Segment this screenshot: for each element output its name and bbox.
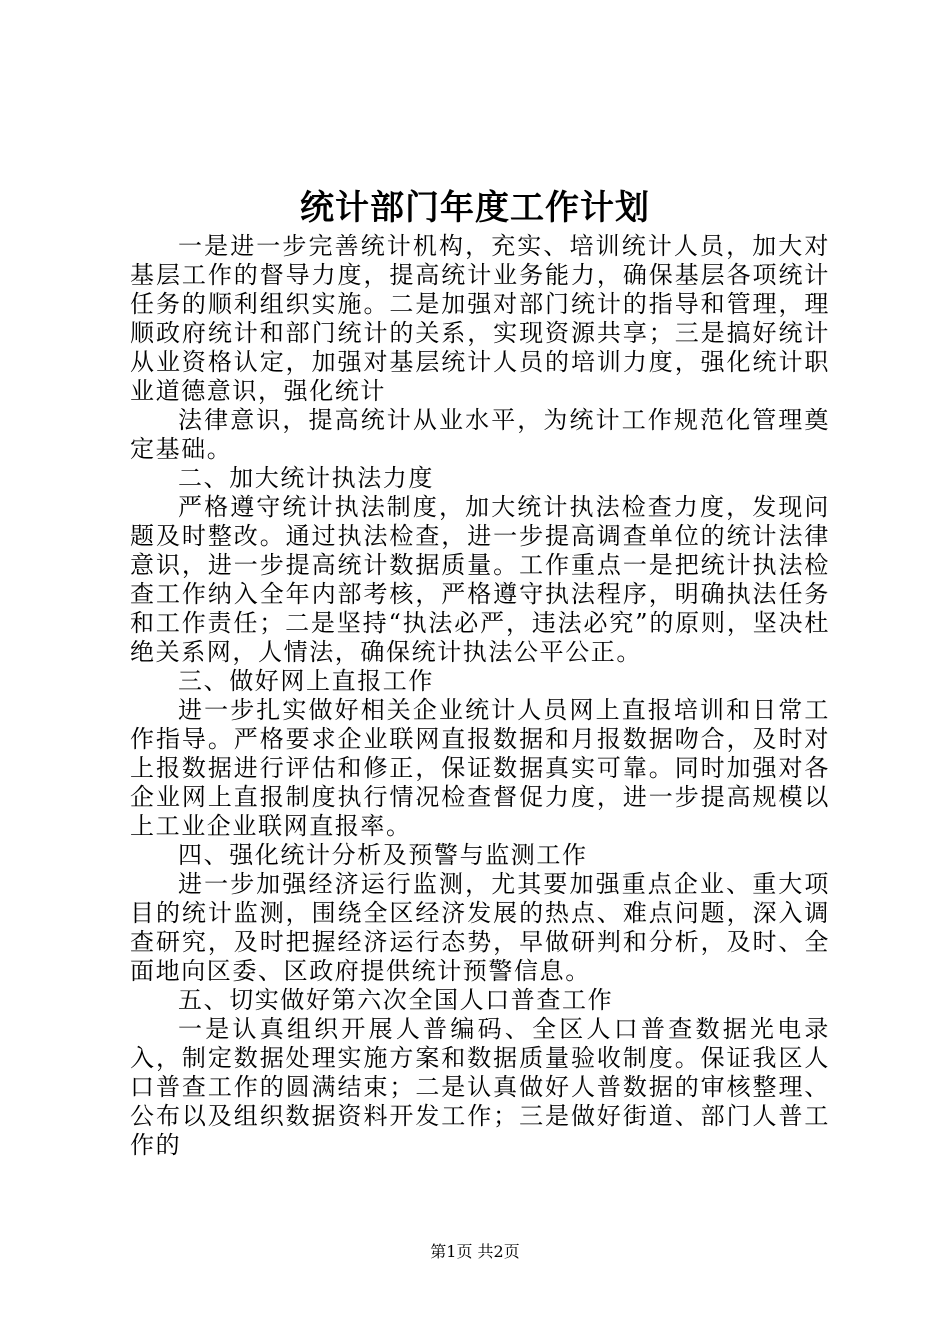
- section-heading-4: 四、强化统计分析及预警与监测工作: [178, 841, 588, 869]
- section-heading-2: 二、加大统计执法力度: [178, 464, 434, 492]
- document-title: 统计部门年度工作计划: [300, 188, 650, 228]
- paragraph-section-3: 进一步扎实做好相关企业统计人员网上直报培训和日常工作指导。严格要求企业联网直报数据和月报数据吻合，及时对上报数据进行评估和修正，保证数据真实可靠。同时加强对各企业网上直报制度执行情况检查督促力度，进一步提高规模以上工业企业联网直报率。: [130, 696, 830, 840]
- paragraph-section-4: 进一步加强经济运行监测，尤其要加强重点企业、重大项目的统计监测，围绕全区经济发展的热点、难点问题，深入调查研究，及时把握经济运行态势，早做研判和分析，及时、全面地向区委、区政府提供统计预警信息。: [130, 870, 830, 985]
- paragraph-section-5: 一是认真组织开展人普编码、全区人口普查数据光电录入，制定数据处理实施方案和数据质量验收制度。保证我区人口普查工作的圆满结束；二是认真做好人普数据的审核整理、公布以及组织数据资料开发工作；三是做好街道、部门人普工作的: [130, 1015, 830, 1159]
- paragraph-section-2: 严格遵守统计执法制度，加大统计执法检查力度，发现问题及时整改。通过执法检查，进一步提高调查单位的统计法律意识，进一步提高统计数据质量。工作重点一是把统计执法检查工作纳入全年内部考核，严格遵守执法程序，明确执法任务和工作责任；二是坚持“执法必严，违法必究”的原则，坚决杜绝关系网，人情法，确保统计执法公平公正。: [130, 493, 830, 666]
- document-body: [130, 232, 830, 1160]
- paragraph-intro-continued: 法律意识，提高统计从业水平，为统计工作规范化管理奠定基础。: [130, 406, 830, 463]
- section-heading-3: 三、做好网上直报工作: [178, 667, 434, 695]
- page-footer: 第1页 共2页: [430, 1242, 520, 1261]
- paragraph-intro: 一是进一步完善统计机构，充实、培训统计人员，加大对基层工作的督导力度，提高统计业务能力，确保基层各项统计任务的顺利组织实施。二是加强对部门统计的指导和管理，理顺政府统计和部门统计的关系，实现资源共享；三是搞好统计从业资格认定，加强对基层统计人员的培训力度，强化统计职业道德意识，强化统计: [130, 232, 830, 405]
- section-heading-5: 五、切实做好第六次全国人口普查工作: [178, 986, 614, 1014]
